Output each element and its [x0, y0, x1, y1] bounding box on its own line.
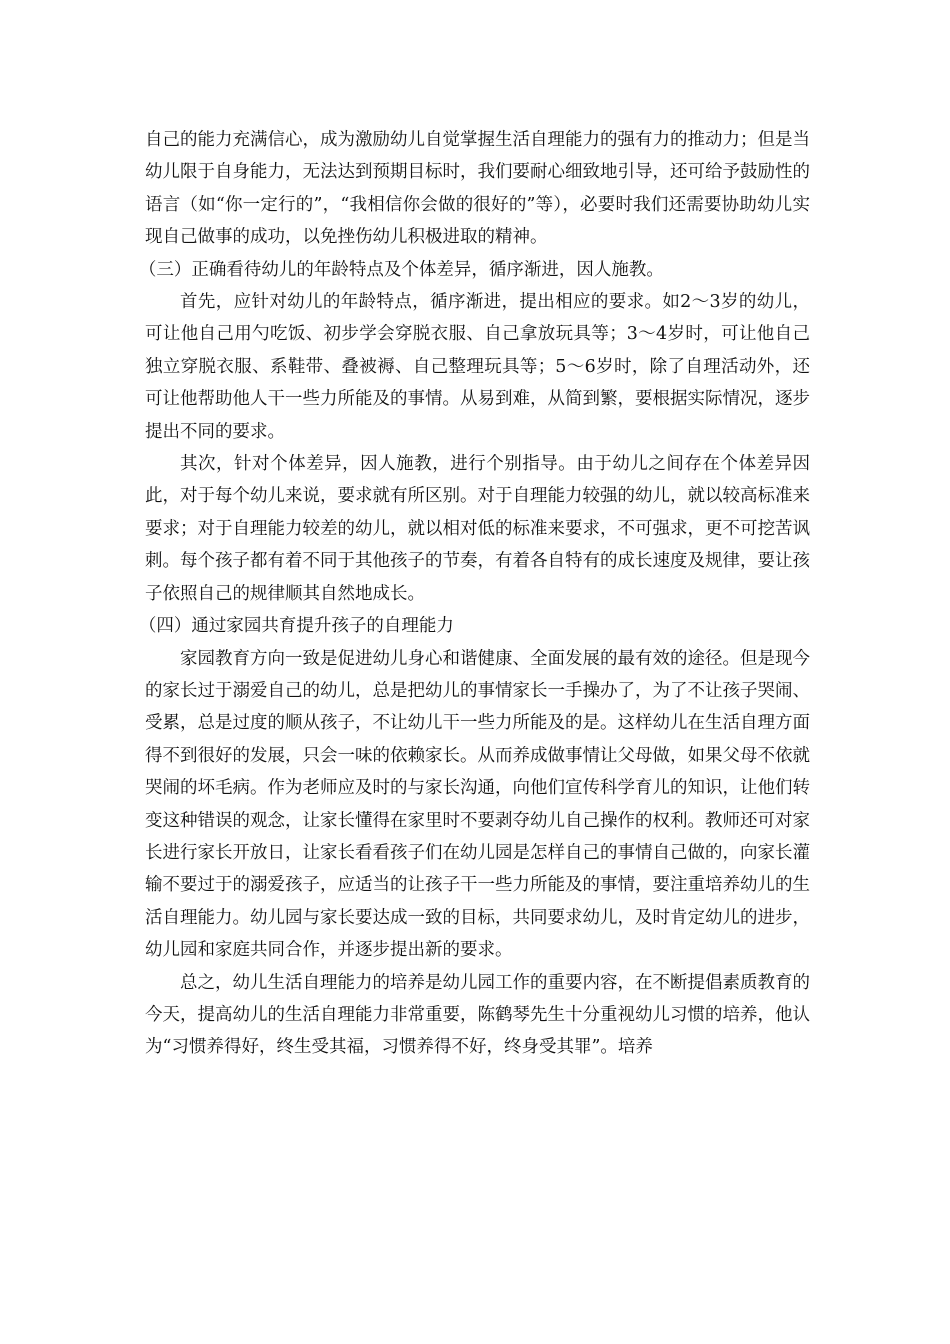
section-heading-three: （三）正确看待幼儿的年龄特点及个体差异，循序渐进，因人施教。	[138, 259, 664, 280]
paragraph-conclusion: 总之，幼儿生活自理能力的培养是幼儿园工作的重要内容，在不断提倡素质教育的今天，提高幼儿的生活自理能力非常重要，陈鹤琴先生十分重视幼儿习惯的培养，他认为“习惯养得好，终生受其福，习惯养得不好，终身受其罪”。培养	[145, 972, 810, 1058]
paragraph-continuation: 自己的能力充满信心，成为激励幼儿自觉掌握生活自理能力的强有力的推动力；但是当幼儿限于自身能力，无法达到预期目标时，我们要耐心细致地引导，还可给予鼓励性的语言（如“你一定行的”，“我相信你会做的很好的”等），必要时我们还需要协助幼儿实现自己做事的成功，以免挫伤幼儿积极进取的精神。	[145, 130, 810, 248]
section-heading-four: （四）通过家园共育提升孩子的自理能力	[138, 616, 454, 637]
paragraph-individual-differences: 其次，针对个体差异，因人施教，进行个别指导。由于幼儿之间存在个体差异因此，对于每个幼儿来说，要求就有所区别。对于自理能力较强的幼儿，就以较高标准来要求；对于自理能力较差的幼儿，就以相对低的标准来要求，不可强求，更不可挖苦讽刺。每个孩子都有着不同于其他孩子的节奏，有着各自特有的成长速度及规律，要让孩子依照自己的规律顺其自然地成长。	[145, 454, 810, 604]
paragraph-age-characteristics: 首先，应针对幼儿的年龄特点，循序渐进，提出相应的要求。如2～3岁的幼儿，可让他自己用勺吃饭、初步学会穿脱衣服、自己拿放玩具等；3～4岁时，可让他自己独立穿脱衣服、系鞋带、叠被褥、自己整理玩具等；5～6岁时，除了自理活动外，还可让他帮助他人干一些力所能及的事情。从易到难，从简到繁，要根据实际情况，逐步提出不同的要求。	[145, 292, 810, 442]
document-body	[138, 124, 810, 1064]
paragraph-home-school-cooperation: 家园教育方向一致是促进幼儿身心和谐健康、全面发展的最有效的途径。但是现今的家长过于溺爱自己的幼儿，总是把幼儿的事情家长一手操办了，为了不让孩子哭闹、受累，总是过度的顺从孩子，不让幼儿干一些力所能及的是。这样幼儿在生活自理方面得不到很好的发展，只会一味的依赖家长。从而养成做事情让父母做，如果父母不依就哭闹的坏毛病。作为老师应及时的与家长沟通，向他们宣传科学育儿的知识，让他们转变这种错误的观念，让家长懂得在家里时不要剥夺幼儿自己操作的权利。教师还可对家长进行家长开放日，让家长看看孩子们在幼儿园是怎样自己的事情自己做的，向家长灌输不要过于的溺爱孩子，应适当的让孩子干一些力所能及的事情，要注重培养幼儿的生活自理能力。幼儿园与家长要达成一致的目标，共同要求幼儿，及时肯定幼儿的进步，幼儿园和家庭共同合作，并逐步提出新的要求。	[145, 648, 810, 961]
